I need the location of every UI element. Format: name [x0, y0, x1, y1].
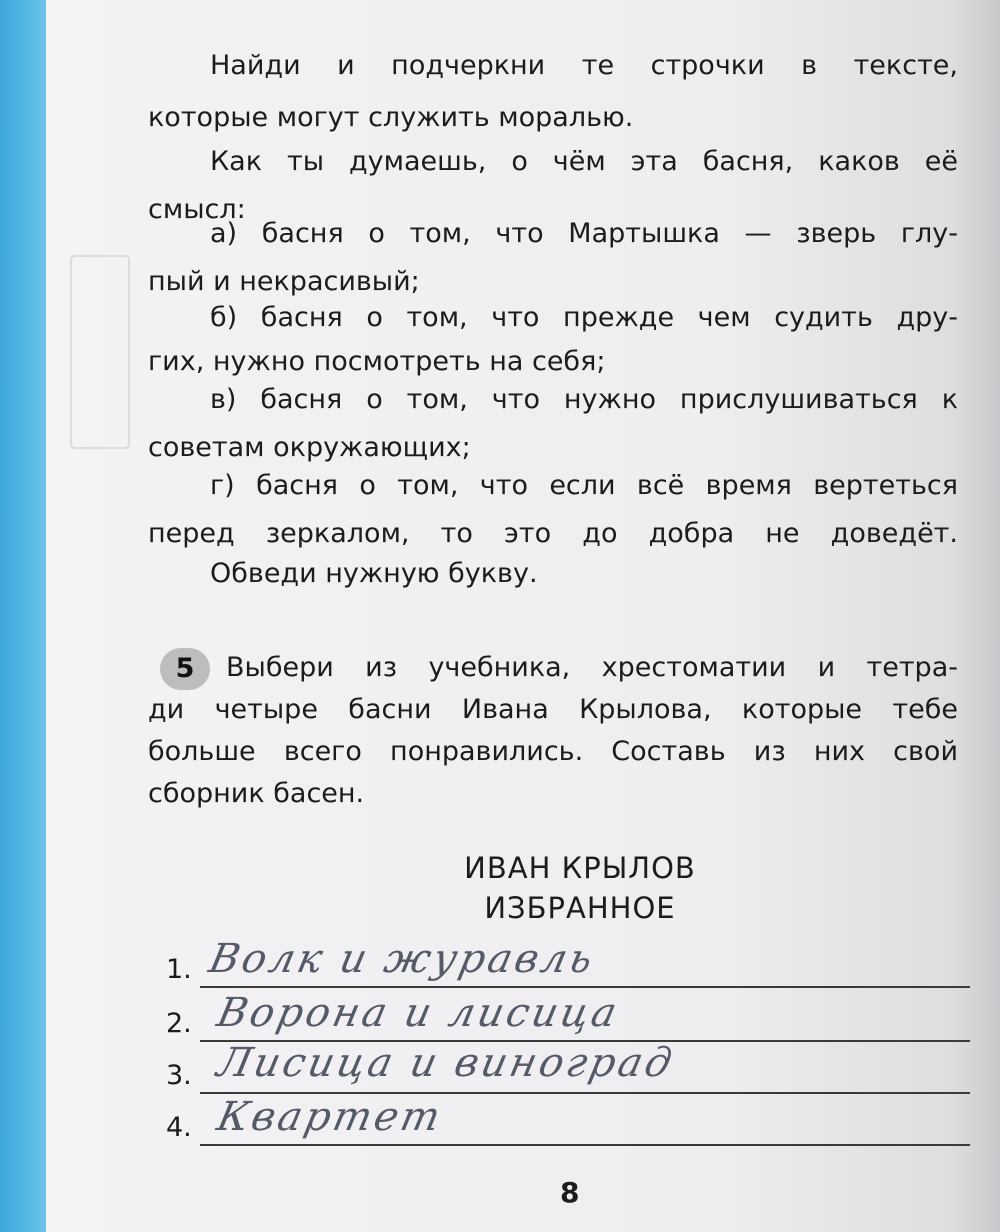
instruction: Обведи нужную букву. [210, 558, 538, 589]
option-b-line-2: гих, нужно посмотреть на себя; [148, 346, 606, 377]
task5-line-4: сборник басен. [148, 778, 365, 809]
book-author-title: ИВАН КРЫЛОВ [464, 851, 696, 885]
option-d-line-1: г) басня о том, что если всё время вертеться [210, 470, 958, 501]
page-number: 8 [560, 1176, 580, 1209]
blue-page-edge [0, 0, 46, 1232]
handwritten-answer: Квартет [213, 1094, 448, 1140]
task5-line-2: ди четыре басни Ивана Крылова, которые тебе [148, 694, 958, 725]
answer-line[interactable] [200, 1144, 970, 1146]
task5-line-1: Выбери из учебника, хрестоматии и тетра- [226, 652, 958, 683]
option-c-line-1: в) басня о том, что нужно прислушиваться к [210, 384, 958, 415]
task5-line-3: больше всего понравились. Составь из них свой [148, 736, 958, 767]
option-a-line-2: пый и некрасивый; [148, 266, 420, 297]
question-line-1: Как ты думаешь, о чём эта басня, каков её [210, 146, 958, 177]
option-b-line-1: б) басня о том, что прежде чем судить дру- [210, 302, 958, 333]
answer-line[interactable] [200, 986, 970, 988]
option-d-line-2: перед зеркалом, то это до добра не доведёт. [148, 518, 958, 549]
intro-line-2: которые могут служить моралью. [148, 102, 634, 133]
list-number: 3. [166, 1060, 192, 1091]
handwritten-answer: Ворона и лисица [213, 990, 624, 1036]
question-line-2: смысл: [148, 194, 246, 225]
list-number: 2. [166, 1008, 192, 1039]
task-number-badge: 5 [160, 648, 210, 690]
bleed-through-marker [70, 255, 130, 449]
list-number: 1. [166, 954, 192, 985]
handwritten-answer: Лисица и виноград [213, 1040, 679, 1086]
intro-line-1: Найди и подчеркни те строчки в тексте, [210, 50, 958, 81]
list-number: 4. [166, 1112, 192, 1143]
handwritten-answer: Волк и журавль [205, 936, 600, 982]
option-c-line-2: советам окружающих; [148, 432, 471, 463]
book-collection-title: ИЗБРАННОЕ [484, 891, 676, 925]
option-a-line-1: а) басня о том, что Мартышка — зверь глу- [210, 218, 958, 249]
